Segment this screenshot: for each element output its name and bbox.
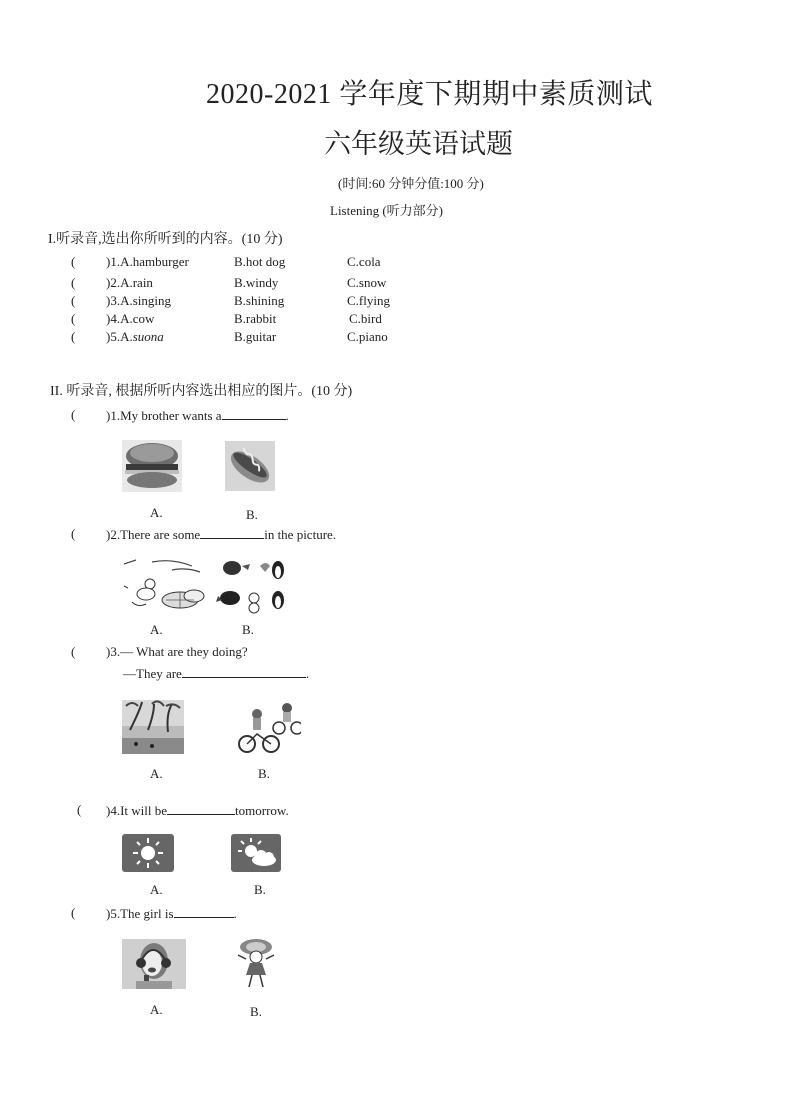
paren: ( (71, 254, 76, 269)
q5-option-a: )5.A.suona (106, 329, 164, 344)
hamburger-image (122, 440, 182, 492)
paren: ( (71, 311, 76, 326)
s2-q1-text: )1.My brother wants a . (106, 408, 289, 423)
answer-blank (167, 802, 235, 815)
paren: ( (71, 526, 76, 541)
listening-label: Listening (听力部分) (330, 203, 444, 218)
exam-subtitle: 六年级英语试题 (324, 129, 513, 159)
ducks-in-pond-image (122, 556, 206, 614)
paren: ( (71, 293, 76, 308)
kite-flying-image (122, 700, 184, 754)
answer-blank (200, 526, 264, 539)
s2-q3-answer-line: —They are . (123, 666, 310, 681)
q2-option-c: C.snow (347, 275, 387, 290)
q3-option-c: C.flying (347, 293, 390, 308)
cycling-kids-image (237, 700, 301, 754)
time-info: (时间:60 分钟分值:100 分) (338, 176, 484, 191)
option-a-label: A. (150, 1002, 163, 1017)
q3-option-b: B.shining (234, 293, 285, 308)
sunny-icon (122, 834, 174, 872)
option-a-label: A. (150, 505, 163, 520)
option-a-label: A. (150, 882, 163, 897)
option-a-label: A. (150, 766, 163, 781)
paren: ( (71, 329, 76, 344)
s2-q4-text: )4.It will be tomorrow. (106, 803, 289, 818)
paren: ( (71, 275, 76, 290)
q1-option-a: )1.A.hamburger (106, 254, 189, 269)
option-b-label: B. (258, 766, 270, 781)
section2-heading: II. 听录音, 根据所听内容选出相应的图片。(10 分) (50, 384, 353, 399)
option-b-label: B. (246, 507, 258, 522)
q2-option-a: )2.A.rain (106, 275, 153, 290)
hot-dog-image (225, 441, 275, 491)
option-b-label: B. (242, 622, 254, 637)
q1-option-c: C.cola (347, 254, 381, 269)
option-a-label: A. (150, 622, 163, 637)
section1-heading: I.听录音,选出你所听到的内容。(10 分) (48, 232, 283, 247)
option-b-label: B. (254, 882, 266, 897)
s2-q3-question: )3.— What are they doing? (106, 644, 248, 659)
q5-option-c: C.piano (347, 329, 388, 344)
partly-cloudy-icon (231, 834, 281, 872)
q2-option-b: B.windy (234, 275, 279, 290)
paren: ( (71, 905, 76, 920)
paren: ( (77, 802, 82, 817)
answer-blank (222, 407, 286, 420)
exam-title: 2020-2021 学年度下期期中素质测试 (206, 79, 653, 110)
s2-q5-text: )5.The girl is . (106, 906, 237, 921)
penguins-image (216, 556, 292, 614)
option-b-label: B. (250, 1004, 262, 1019)
singing-girl-image (122, 939, 186, 989)
q3-option-a: )3.A.singing (106, 293, 171, 308)
q4-option-c: C.bird (349, 311, 382, 326)
paren: ( (71, 644, 76, 659)
q1-option-b: B.hot dog (234, 254, 286, 269)
q5-option-b: B.guitar (234, 329, 277, 344)
s2-q2-text: )2.There are some in the picture. (106, 527, 337, 542)
q4-option-b: B.rabbit (234, 311, 277, 326)
dancing-girl-image (232, 937, 280, 991)
answer-blank (182, 665, 306, 678)
answer-blank (174, 905, 234, 918)
q4-option-a: )4.A.cow (106, 311, 155, 326)
paren: ( (71, 407, 76, 422)
